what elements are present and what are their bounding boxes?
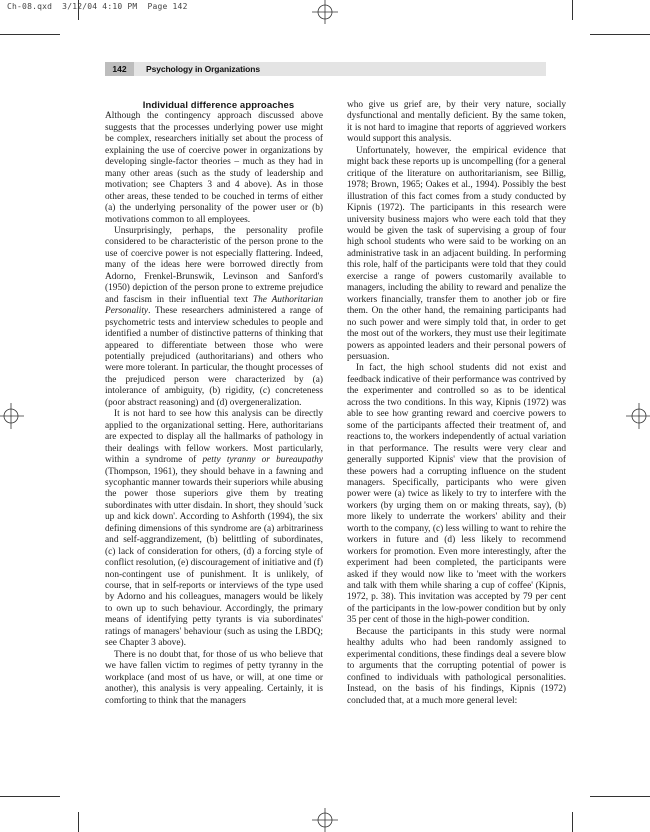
- registration-mark-top: [312, 0, 338, 24]
- crop-mark: [590, 796, 650, 797]
- page-number: 142: [105, 62, 134, 76]
- running-title: Psychology in Organizations: [146, 64, 260, 74]
- crop-mark: [572, 812, 573, 832]
- registration-mark-left: [0, 403, 24, 429]
- crop-mark: [78, 0, 79, 20]
- registration-mark-right: [626, 403, 650, 429]
- paragraph: Although the contingency approach discussed above suggests that the processes underlying power use might be complex, researchers initially set about the process of explaining the use of coercive power in organizations by developing single-factor theories – much as they had in many other areas (such as the study of leadership and motivation; see Chapters 3 and 4 above). As in those other areas, these tended to be couched in terms of either (a) the underlying personality of the power user or (b) motivations common to all employees.: [105, 111, 323, 225]
- crop-mark: [0, 796, 60, 797]
- right-column: [347, 100, 566, 707]
- crop-mark: [0, 34, 60, 35]
- paragraph: There is no doubt that, for those of us who believe that we have fallen victim to regimes of petty tyranny in the workplace (and most of us have, or will, at one time or another), this analysis is very appealing. Certainly, it is comforting to think that the managers: [105, 649, 323, 706]
- paragraph: who give us grief are, by their very nature, socially dysfunctional and mentally deficient. By the same token, it is not hard to imagine that reports of aggrieved workers would support this analysis.: [347, 100, 566, 145]
- left-column: [105, 100, 323, 707]
- section-heading: Individual difference approaches: [142, 100, 295, 111]
- paragraph: It is not hard to see how this analysis can be directly applied to the organizational setting. Here, authoritarians are expected to display all the hallmarks of pathology in their dealings with fellow workers. Most particularly, within a syndrome of petty tyranny or bureaupathy (Thompson, 1961), they should behave in a fawning and sycophantic manner towards their superiors while abusing the power those superiors give them by treating subordinates with utter disdain. In short, they should 'suck up and kick down'. According to Ashforth (1994), the six defining dimensions of this syndrome are (a) arbitrariness and self-aggrandizement, (b) belittling of subordinates, (c) lack of consideration for others, (d) a forcing style of conflict resolution, (e) discouragement of initiative and (f) non-contingent use of punishment. It is unlikely, of course, that in self-reports or interviews of the type used by Adorno and his colleagues, managers would be likely to own up to such behaviour. Accordingly, the primary means of identifying petty tyrants is via subordinates' ratings of managers' behaviour (such as using the LBDQ; see Chapter 3 above).: [105, 409, 323, 649]
- paragraph: In fact, the high school students did not exist and feedback indicative of their performance was contrived by the experimenter and controlled so as to be identical across the two conditions. In this way, Kipnis (1972) was able to see how granting reward and coercive powers to some of the participants affected their treatment of, and reactions to, the workers independently of actual variation in that performance. The results were very clear and generally supported Kipnis' view that the provision of these powers had a corrupting influence on the student managers. Specifically, participants who were given power were (a) twice as likely to try to interfere with the workers (by urging them on or making threats, say), (b) more likely to underrate the workers' ability and their worth to the company, (c) less willing to want to rehire the workers in future and (d) less likely to recommend workers for promotion. Even more interestingly, after the experiment had been completed, the participants were asked if they would now like to 'meet with the workers and talk with them while sharing a cup of coffee' (Kipnis, 1972, p. 38). This invitation was accepted by 79 per cent of the participants in the low-power condition but by only 35 per cent of those in the high-power condition.: [347, 363, 566, 626]
- crop-mark: [78, 812, 79, 832]
- italic-term: petty tyranny or bureaupathy: [202, 455, 323, 466]
- paragraph: Because the participants in this study were normal healthy adults who had been randomly assigned to experimental conditions, these findings deal a severe blow to arguments that the corrupting potential of power is confined to individuals with pathological personalities. Instead, on the basis of his findings, Kipnis (1972) concluded that, at a much more general level:: [347, 626, 566, 706]
- paragraph: Unfortunately, however, the empirical evidence that might back these reports up is uncompelling (for a general critique of the literature on authoritarianism, see Billig, 1978; Brown, 1965; Oakes et al., 1994). Possibly the best illustration of this fact comes from a study conducted by Kipnis (1972). The participants in this research were university business majors who were each told that they would be given the task of supervising a group of four high school students who were said to be working on an administrative task in an adjacent building. In performing this role, half of the participants were told that they could exercise a range of powers customarily available to managers, including the ability to reward and penalize the workers financially, transfer them to another job or fire them. On the other hand, the remaining participants had no such power and were simply told that, in order to get the most out of the workers, they must use their legitimate powers as appointed leaders and their personal powers of persuasion.: [347, 145, 566, 362]
- print-slug-line: Ch-08.qxd 3/12/04 4:10 PM Page 142: [7, 2, 188, 11]
- registration-mark-bottom: [312, 808, 338, 832]
- book-title: The Authoritarian Personality: [105, 294, 323, 317]
- crop-mark: [572, 0, 573, 20]
- crop-mark: [590, 34, 650, 35]
- paragraph: Unsurprisingly, perhaps, the personality profile considered to be characteristic of the person prone to the use of coercive power is not especially flattering. Indeed, many of the ideas here were borrowed directly from Adorno, Frenkel-Brunswik, Levinson and Sanford's (1950) depiction of the person prone to extreme prejudice and fascism in their influential text The Authoritarian Personality. These researchers administered a range of psychometric tests and interview schedules to people and identified a number of distinctive patterns of thinking that appeared to differentiate between those who were potentially prejudiced (authoritarians) and others who were more tolerant. In particular, the thought processes of the prejudiced person were characterized by (a) intolerance of ambiguity, (b) rigidity, (c) concreteness (poor abstract reasoning) and (d) overgeneralization.: [105, 225, 323, 408]
